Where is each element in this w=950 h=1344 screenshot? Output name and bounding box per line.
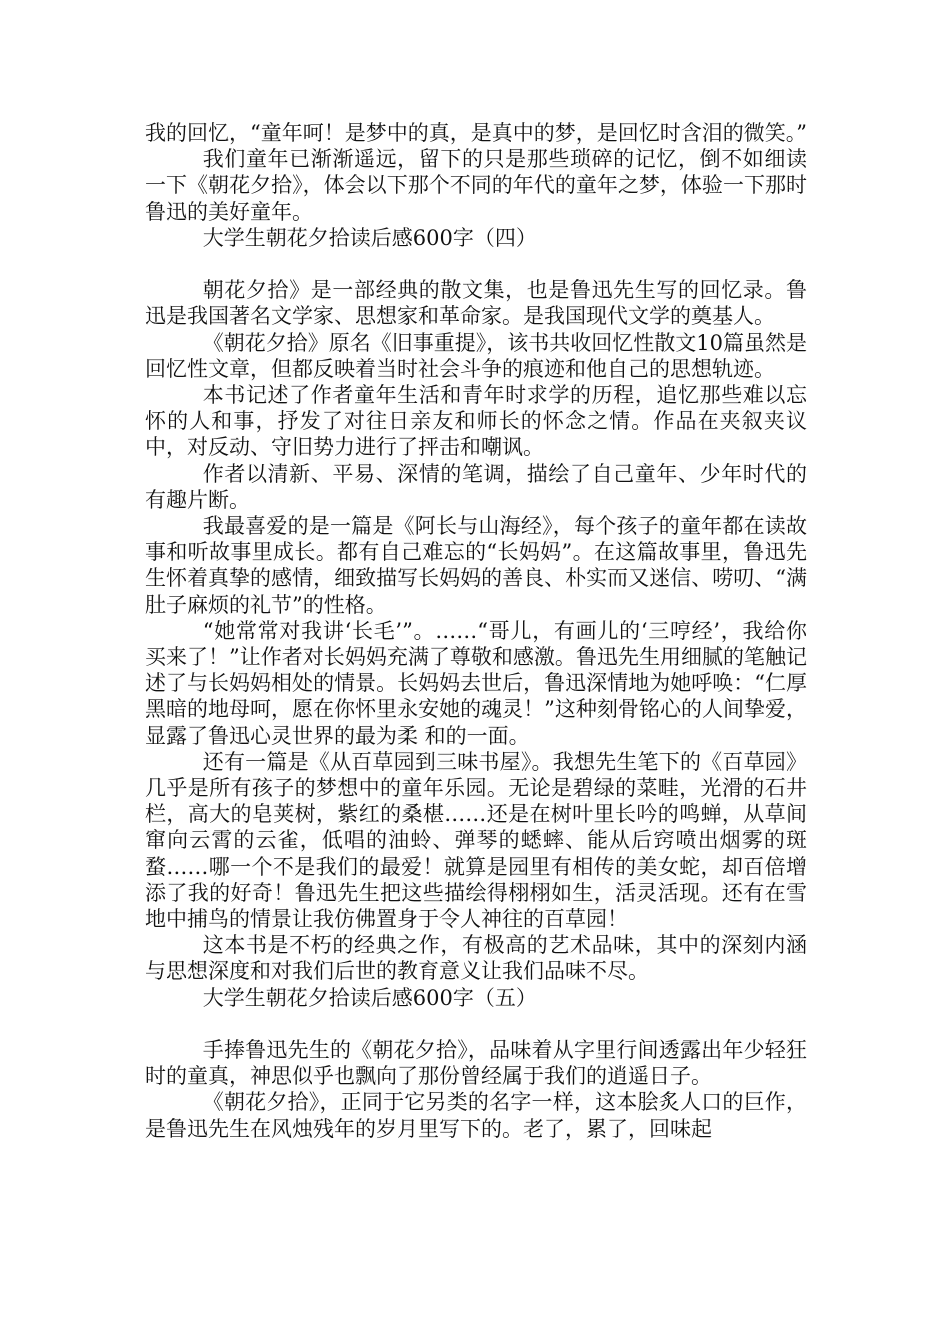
paragraph: 还有一篇是《从百草园到三味书屋》。我想先生笔下的《百草园》几乎是所有孩子的梦想中的童年乐园。无论是碧绿的菜畦，光滑的石井栏，高大的皂荚树，紫红的桑椹……还是在树叶里长吟的鸣蝉，从草间窜向云霄的云雀，低唱的油蛉、弹琴的蟋蟀、能从后窍喷出烟雾的斑蝥……哪一个不是我们的最爱！就算是园里有相传的美女蛇，却百倍增添了我的好奇！鲁迅先生把这些描绘得栩栩如生，活灵活现。还有在雪地中捕鸟的情景让我仿佛置身于令人神往的百草园！ <box>145 749 807 932</box>
paragraph: 朝花夕拾》是一部经典的散文集，也是鲁迅先生写的回忆录。鲁迅是我国著名文学家、思想家和革命家。是我国现代文学的奠基人。 <box>145 278 807 329</box>
paragraph: 本书记述了作者童年生活和青年时求学的历程，追忆那些难以忘怀的人和事，抒发了对往日亲友和师长的怀念之情。作品在夹叙夹议中，对反动、守旧势力进行了抨击和嘲讽。 <box>145 383 807 460</box>
paragraph: 手捧鲁迅先生的《朝花夕拾》，品味着从字里行间透露出年少轻狂时的童真，神思似乎也飘向了那份曾经属于我们的逍遥日子。 <box>145 1038 807 1089</box>
document-body <box>145 120 807 1142</box>
paragraph: 我的回忆，“童年呵！是梦中的真，是真中的梦，是回忆时含泪的微笑。” <box>145 121 807 145</box>
blank-line <box>145 1011 807 1037</box>
section-heading: 大学生朝花夕拾读后感600字（四） <box>202 225 537 250</box>
section-heading: 大学生朝花夕拾读后感600字（五） <box>202 985 537 1010</box>
paragraph: 《朝花夕拾》原名《旧事重提》，该书共收回忆性散文10篇虽然是回忆性文章，但都反映着当时社会斗争的痕迹和他自己的思想轨迹。 <box>145 330 807 381</box>
paragraph: “她常常对我讲‘长毛’”。……“哥儿，有画儿的‘三哼经’，我给你买来了！”让作者对长妈妈充满了尊敬和感激。鲁迅先生用细腻的笔触记述了与长妈妈相处的情景。长妈妈去世后，鲁迅深情地为她呼唤：“仁厚黑暗的地母呵，愿在你怀里永安她的魂灵！”这种刻骨铭心的人间挚爱，显露了鲁迅心灵世界的最为柔 和的一面。 <box>145 618 807 748</box>
paragraph: 作者以清新、平易、深情的笔调，描绘了自己童年、少年时代的有趣片断。 <box>145 461 807 512</box>
paragraph: 《朝花夕拾》，正同于它另类的名字一样，这本脍炙人口的巨作，是鲁迅先生在风烛残年的岁月里写下的。老了，累了，回味起 <box>145 1090 807 1141</box>
paragraph: 这本书是不朽的经典之作，有极高的艺术品味，其中的深刻内涵与思想深度和对我们后世的教育意义让我们品味不尽。 <box>145 933 807 984</box>
blank-line <box>145 251 807 277</box>
paragraph: 我们童年已渐渐遥远，留下的只是那些琐碎的记忆，倒不如细读一下《朝花夕拾》，体会以下那个不同的年代的童年之梦，体验一下那时鲁迅的美好童年。 <box>145 147 807 224</box>
paragraph: 我最喜爱的是一篇是《阿长与山海经》，每个孩子的童年都在读故事和听故事里成长。都有自己难忘的“长妈妈”。在这篇故事里，鲁迅先生怀着真挚的感情，细致描写长妈妈的善良、朴实而又迷信、唠叨、“满肚子麻烦的礼节”的性格。 <box>145 514 807 617</box>
